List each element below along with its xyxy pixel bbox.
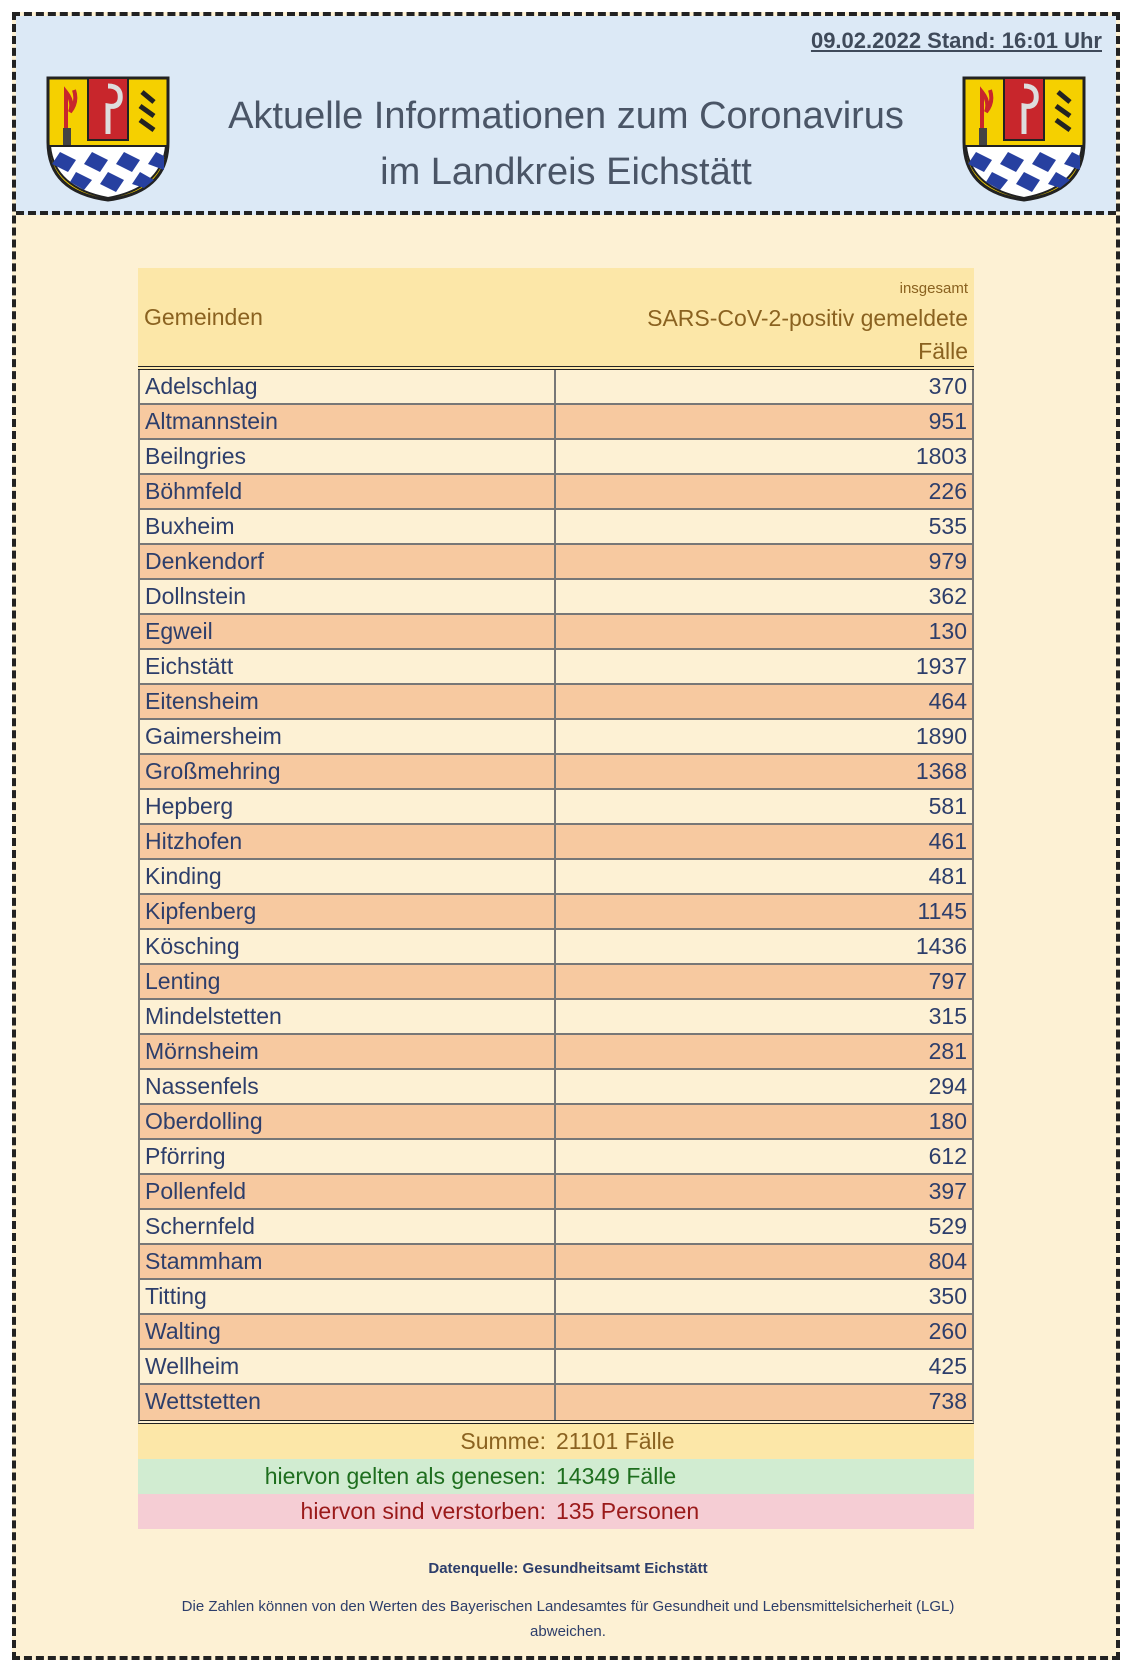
case-count: 260 — [928, 1318, 967, 1344]
municipality-name: Hepberg — [140, 790, 556, 823]
table-row — [140, 545, 972, 580]
table-row — [140, 1175, 972, 1210]
table-row — [140, 1210, 972, 1245]
case-count: 350 — [928, 1283, 967, 1309]
table-row — [140, 1000, 972, 1035]
table-row — [140, 475, 972, 510]
case-count: 1890 — [915, 723, 967, 749]
municipality-name: Denkendorf — [140, 545, 556, 578]
municipality-name: Wettstetten — [140, 1385, 556, 1420]
municipality-name: Walting — [140, 1315, 556, 1348]
table-row — [140, 440, 972, 475]
table-row — [140, 1350, 972, 1385]
table-row — [140, 405, 972, 440]
case-count: 281 — [928, 1038, 967, 1064]
municipality-name: Mindelstetten — [140, 1000, 556, 1033]
case-count: 481 — [928, 863, 967, 889]
total-label: Summe: — [460, 1428, 546, 1454]
municipality-name: Buxheim — [140, 510, 556, 543]
case-count: 397 — [928, 1178, 967, 1204]
case-count: 370 — [928, 373, 967, 399]
table-body — [138, 370, 974, 1424]
table-row — [140, 510, 972, 545]
case-count: 180 — [928, 1108, 967, 1134]
case-count: 464 — [928, 688, 967, 714]
title-line-2: im Landkreis Eichstätt — [380, 151, 752, 193]
municipality-name: Nassenfels — [140, 1070, 556, 1103]
municipality-name: Pförring — [140, 1140, 556, 1173]
deceased-row — [138, 1494, 974, 1529]
municipality-name: Stammham — [140, 1245, 556, 1278]
table-row — [140, 1140, 972, 1175]
municipality-name: Hitzhofen — [140, 825, 556, 858]
stand-date: 09.02.2022 Stand: 16:01 Uhr — [810, 28, 1102, 53]
table-row — [140, 1035, 972, 1070]
column-header-cases — [647, 276, 968, 368]
table-row — [140, 965, 972, 1000]
case-count: 979 — [928, 548, 967, 574]
case-count: 130 — [928, 618, 967, 644]
municipality-name: Dollnstein — [140, 580, 556, 613]
table-row — [140, 860, 972, 895]
municipality-name: Oberdolling — [140, 1105, 556, 1138]
municipality-name: Egweil — [140, 615, 556, 648]
table-row — [140, 895, 972, 930]
case-count: 535 — [928, 513, 967, 539]
table-row — [140, 370, 972, 405]
case-count: 226 — [928, 478, 967, 504]
municipality-name: Gaimersheim — [140, 720, 556, 753]
table-row — [140, 1280, 972, 1315]
municipality-name: Böhmfeld — [140, 475, 556, 508]
municipality-name: Altmannstein — [140, 405, 556, 438]
column-header-small: insgesamt — [899, 280, 968, 297]
municipality-name: Kipfenberg — [140, 895, 556, 928]
deceased-value: 135 Personen — [556, 1498, 700, 1524]
municipality-name: Eichstätt — [140, 650, 556, 683]
recovered-label: hiervon gelten als genesen: — [264, 1463, 546, 1489]
municipality-name: Großmehring — [140, 755, 556, 788]
case-count: 1436 — [915, 933, 967, 959]
total-value: 21101 Fälle — [556, 1428, 675, 1454]
table-row — [140, 755, 972, 790]
column-header-municipality: Gemeinden — [144, 304, 263, 330]
table-row — [140, 825, 972, 860]
page-title — [16, 88, 1116, 200]
table-row — [140, 1385, 972, 1420]
case-count: 1803 — [915, 443, 967, 469]
disclaimer-note: Die Zahlen können von den Werten des Bayerischen Landesamtes für Gesundheit und Lebensmittelsicherheit (LGL) abweichen. — [181, 1598, 955, 1640]
case-count: 461 — [928, 828, 967, 854]
case-count: 1937 — [915, 653, 967, 679]
table-row — [140, 650, 972, 685]
table-row — [140, 1070, 972, 1105]
table-row — [140, 685, 972, 720]
table-row — [140, 1315, 972, 1350]
coat-of-arms-icon — [960, 72, 1088, 204]
column-header-line-1: SARS-CoV-2-positiv gemeldete — [647, 305, 968, 331]
total-row — [138, 1424, 974, 1459]
case-count: 581 — [928, 793, 967, 819]
municipality-name: Lenting — [140, 965, 556, 998]
municipality-name: Wellheim — [140, 1350, 556, 1383]
case-count: 804 — [928, 1248, 967, 1274]
table-row — [140, 790, 972, 825]
cases-table — [138, 268, 974, 1529]
table-row — [140, 580, 972, 615]
table-row — [140, 615, 972, 650]
municipality-name: Eitensheim — [140, 685, 556, 718]
municipality-name: Schernfeld — [140, 1210, 556, 1243]
case-count: 529 — [928, 1213, 967, 1239]
recovered-row — [138, 1459, 974, 1494]
municipality-name: Titting — [140, 1280, 556, 1313]
case-count: 738 — [928, 1388, 967, 1414]
header — [16, 16, 1116, 215]
municipality-name: Kinding — [140, 860, 556, 893]
case-count: 315 — [928, 1003, 967, 1029]
municipality-name: Mörnsheim — [140, 1035, 556, 1068]
recovered-value: 14349 Fälle — [556, 1463, 677, 1489]
municipality-name: Beilngries — [140, 440, 556, 473]
municipality-name: Pollenfeld — [140, 1175, 556, 1208]
municipality-name: Adelschlag — [140, 370, 556, 403]
table-row — [140, 1245, 972, 1280]
case-count: 1145 — [917, 898, 967, 924]
deceased-label: hiervon sind verstorben: — [300, 1498, 546, 1524]
table-row — [140, 930, 972, 965]
table-row — [140, 720, 972, 755]
data-source: Datenquelle: Gesundheitsamt Eichstätt — [428, 1560, 708, 1577]
municipality-name: Kösching — [140, 930, 556, 963]
table-row — [140, 1105, 972, 1140]
case-count: 797 — [928, 968, 967, 994]
case-count: 612 — [928, 1143, 967, 1169]
table-header — [138, 268, 974, 370]
case-count: 951 — [928, 408, 967, 434]
case-count: 362 — [928, 583, 967, 609]
case-count: 425 — [928, 1353, 967, 1379]
case-count: 1368 — [915, 758, 967, 784]
title-line-1: Aktuelle Informationen zum Coronavirus — [228, 95, 904, 137]
column-header-line-2: Fälle — [918, 338, 968, 364]
case-count: 294 — [928, 1073, 967, 1099]
